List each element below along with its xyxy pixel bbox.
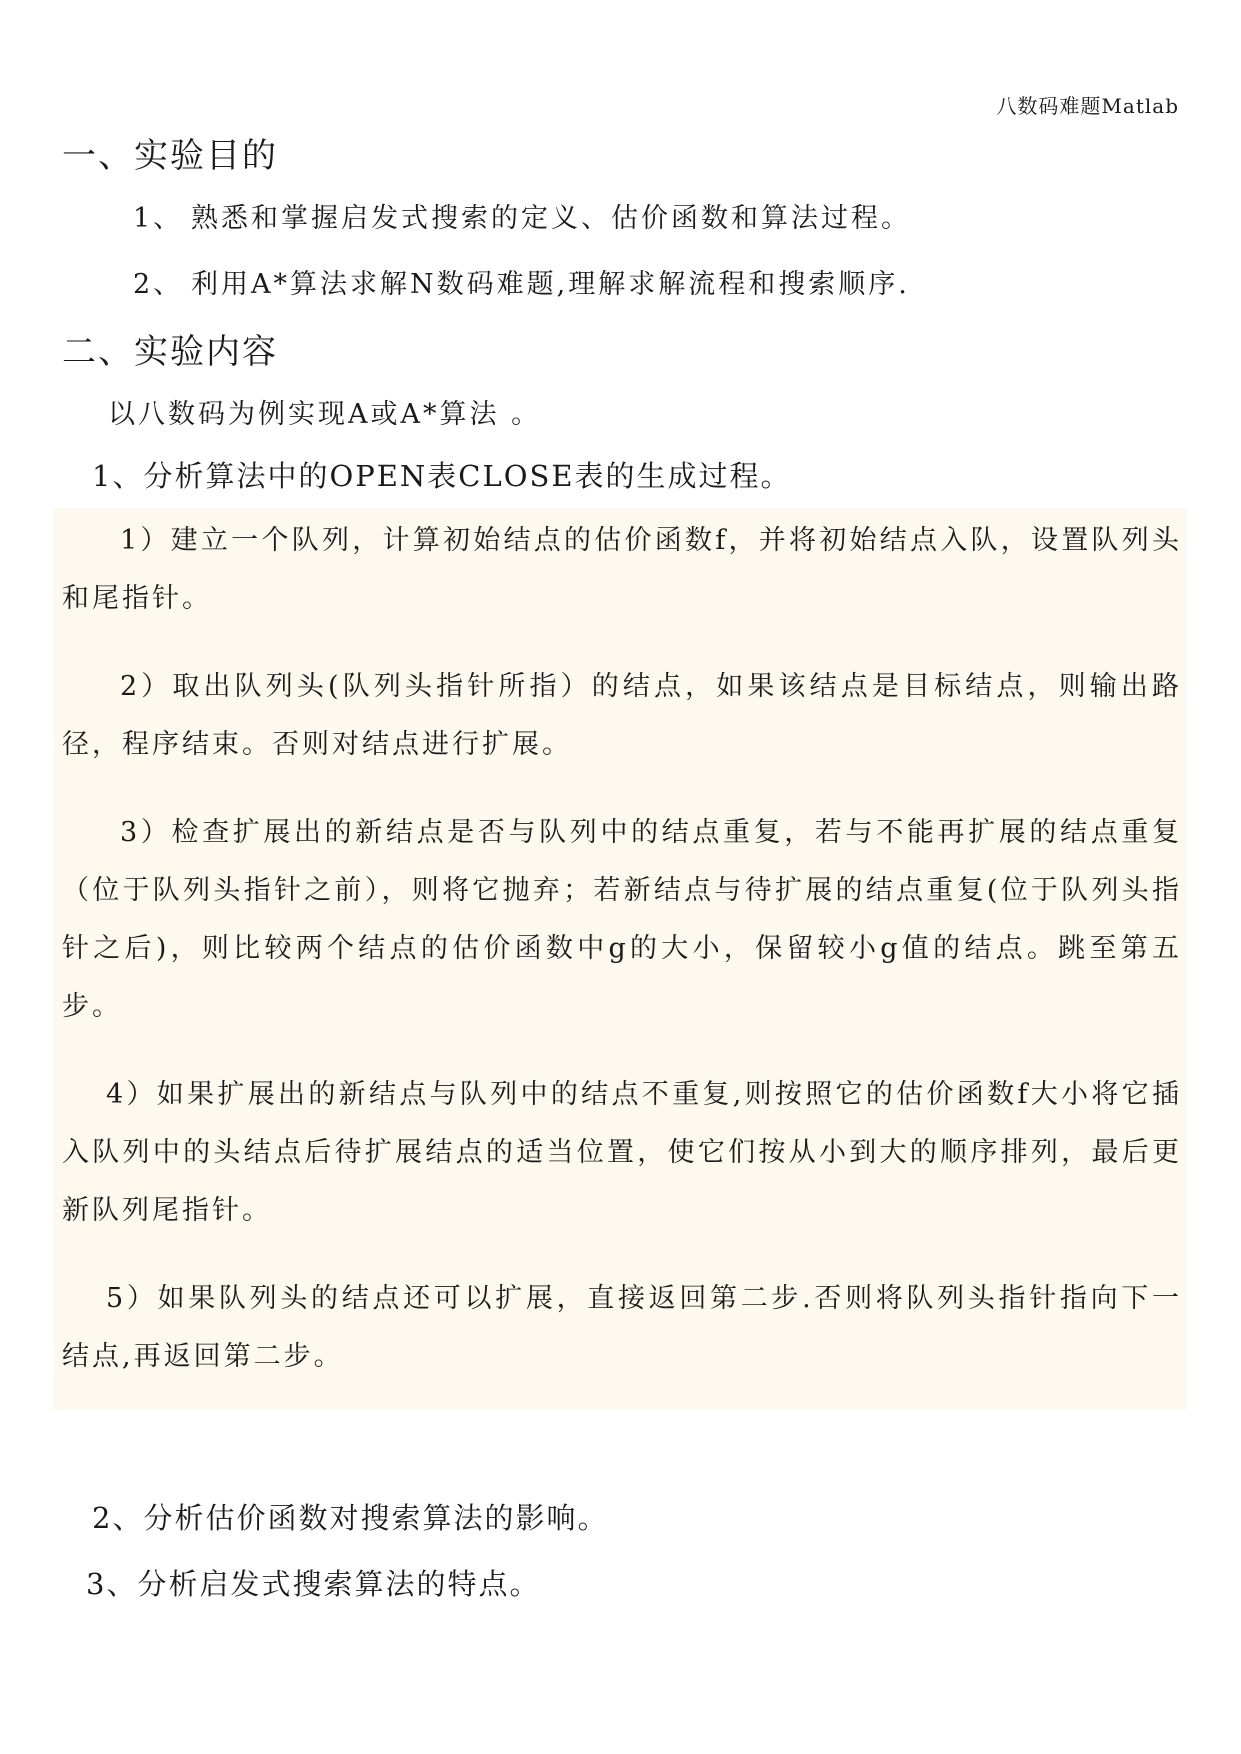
objective-number: 2、 — [133, 269, 184, 300]
objective-number: 1、 — [133, 203, 184, 234]
content-intro: 以八数码为例实现A或A*算法 。 — [108, 399, 542, 430]
objective-item — [133, 262, 910, 301]
objective-text: 熟悉和掌握启发式搜索的定义、估价函数和算法过程。 — [191, 203, 911, 234]
task-3-heading: 3、分析启发式搜索算法的特点。 — [86, 1567, 541, 1601]
objective-text: 利用A*算法求解N数码难题,理解求解流程和搜索顺序. — [191, 269, 910, 300]
task-2-heading: 2、分析估价函数对搜索算法的影响。 — [92, 1501, 609, 1535]
running-header: 八数码难题Matlab — [996, 94, 1179, 118]
objective-item — [133, 196, 911, 235]
section-title-objective: 一、实验目的 — [62, 136, 278, 176]
algorithm-step-1: 1）建立一个队列，计算初始结点的估价函数f，并将初始结点入队，设置队列头和尾指针。 — [62, 525, 1182, 614]
algorithm-step-5: 5）如果队列头的结点还可以扩展，直接返回第二步.否则将队列头指针指向下一结点,再返回第二步。 — [62, 1283, 1182, 1372]
task-1-heading: 1、分析算法中的OPEN表CLOSE表的生成过程。 — [92, 459, 792, 493]
algorithm-step-2: 2）取出队列头(队列头指针所指）的结点，如果该结点是目标结点，则输出路径，程序结束。否则对结点进行扩展。 — [62, 671, 1182, 760]
algorithm-step-4: 4）如果扩展出的新结点与队列中的结点不重复,则按照它的估价函数f大小将它插入队列中的头结点后待扩展结点的适当位置，使它们按从小到大的顺序排列，最后更新队列尾指针。 — [62, 1079, 1182, 1226]
section-title-content: 二、实验内容 — [62, 332, 278, 372]
algorithm-step-3: 3）检查扩展出的新结点是否与队列中的结点重复，若与不能再扩展的结点重复（位于队列头指针之前），则将它抛弃；若新结点与待扩展的结点重复(位于队列头指针之后)，则比较两个结点的估价函数中g的大小，保留较小g值的结点。跳至第五步。 — [62, 817, 1182, 1022]
